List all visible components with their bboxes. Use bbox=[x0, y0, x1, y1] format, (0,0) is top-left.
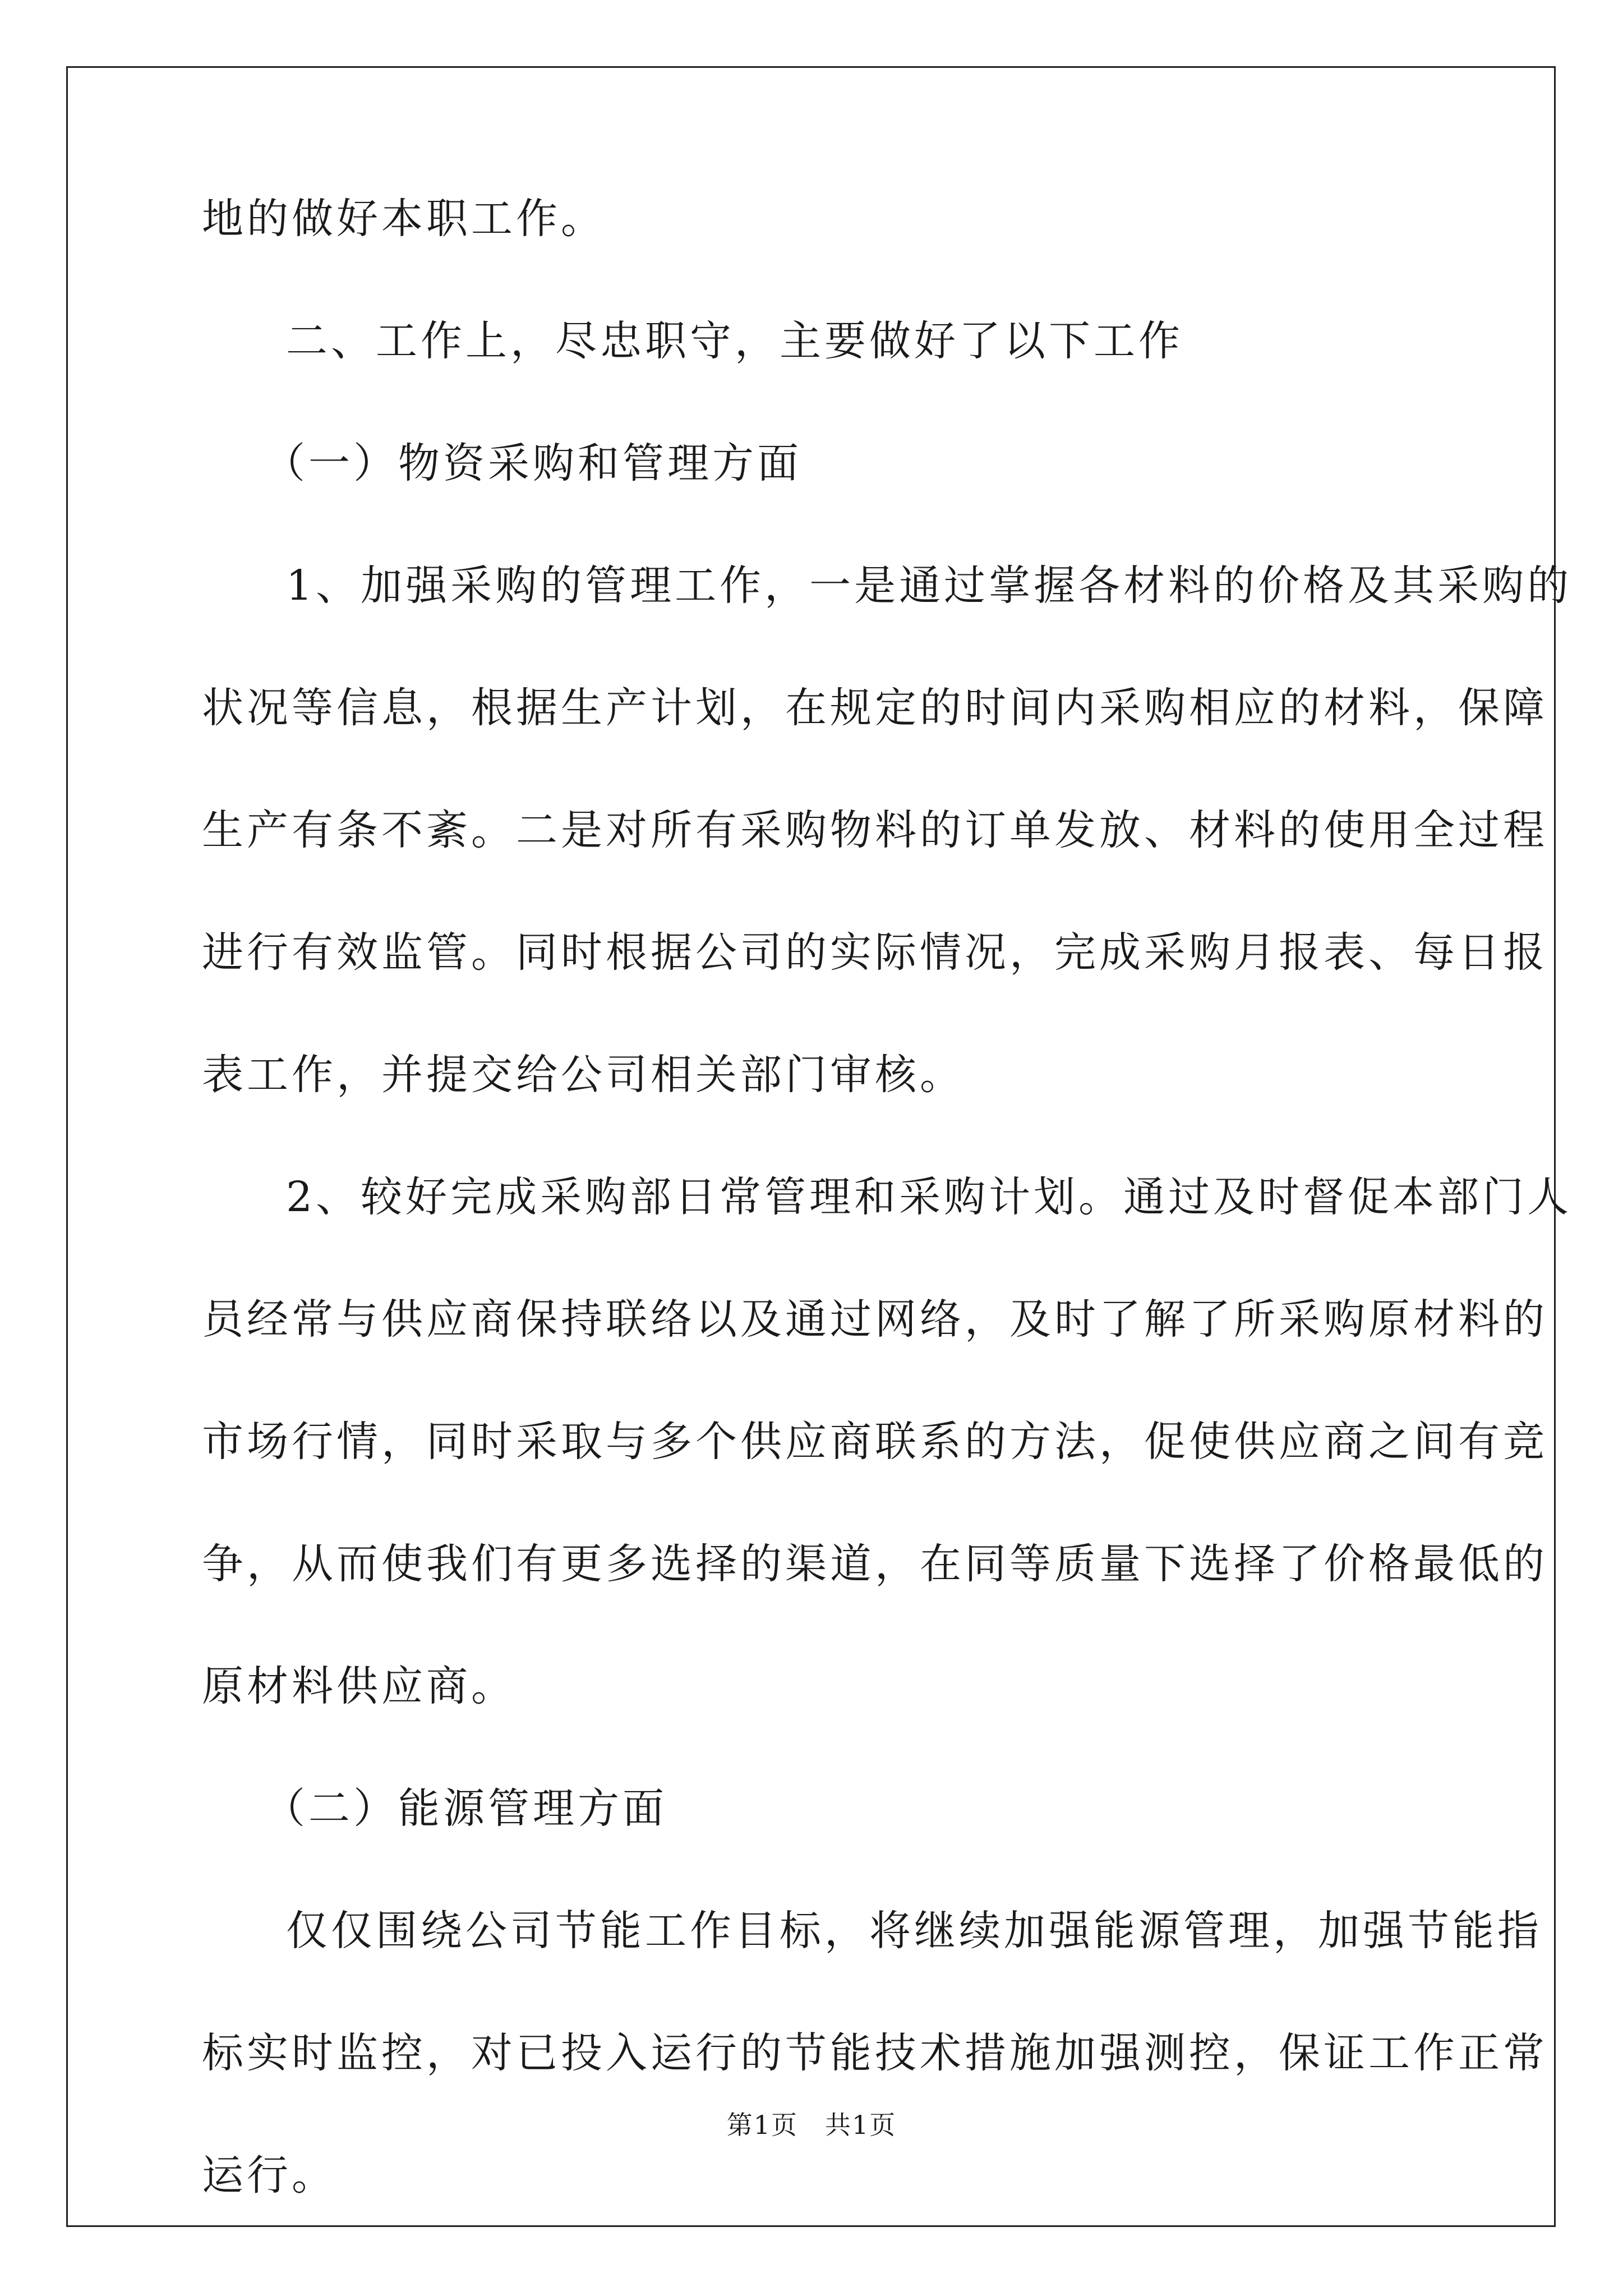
paragraph-line: 标实时监控，对已投入运行的节能技术措施加强测控，保证工作正常 bbox=[202, 2029, 1548, 2077]
paragraph-line: 仅仅围绕公司节能工作目标，将继续加强能源管理，加强节能指 bbox=[286, 1907, 1542, 1955]
paragraph-line: 运行。 bbox=[202, 2151, 336, 2200]
section-heading: 二、工作上，尽忠职守，主要做好了以下工作 bbox=[286, 317, 1183, 365]
paragraph-line: 争，从而使我们有更多选择的渠道，在同等质量下选择了价格最低的 bbox=[202, 1540, 1548, 1588]
paragraph-line: 进行有效监管。同时根据公司的实际情况，完成采购月报表、每日报 bbox=[202, 928, 1548, 977]
paragraph-line: 1、加强采购的管理工作，一是通过掌握各材料的价格及其采购的 bbox=[286, 562, 1573, 610]
subsection-heading: （二）能源管理方面 bbox=[264, 1784, 667, 1833]
paragraph-line: 员经常与供应商保持联络以及通过网络，及时了解了所采购原材料的 bbox=[202, 1295, 1548, 1343]
paragraph-line: 状况等信息，根据生产计划，在规定的时间内采购相应的材料，保障 bbox=[202, 684, 1548, 732]
paragraph-line: 原材料供应商。 bbox=[202, 1662, 516, 1710]
paragraph-line: 表工作，并提交给公司相关部门审核。 bbox=[202, 1051, 965, 1099]
paragraph-line: 生产有条不紊。二是对所有采购物料的订单发放、材料的使用全过程 bbox=[202, 806, 1548, 854]
paragraph-line: 2、较好完成采购部日常管理和采购计划。通过及时督促本部门人 bbox=[286, 1173, 1573, 1221]
paragraph-line: 市场行情，同时采取与多个供应商联系的方法，促使供应商之间有竞 bbox=[202, 1418, 1548, 1466]
subsection-heading: （一）物资采购和管理方面 bbox=[264, 439, 802, 487]
body-text-line: 地的做好本职工作。 bbox=[202, 195, 606, 243]
page-number-footer: 第1页 共1页 bbox=[726, 2110, 897, 2140]
